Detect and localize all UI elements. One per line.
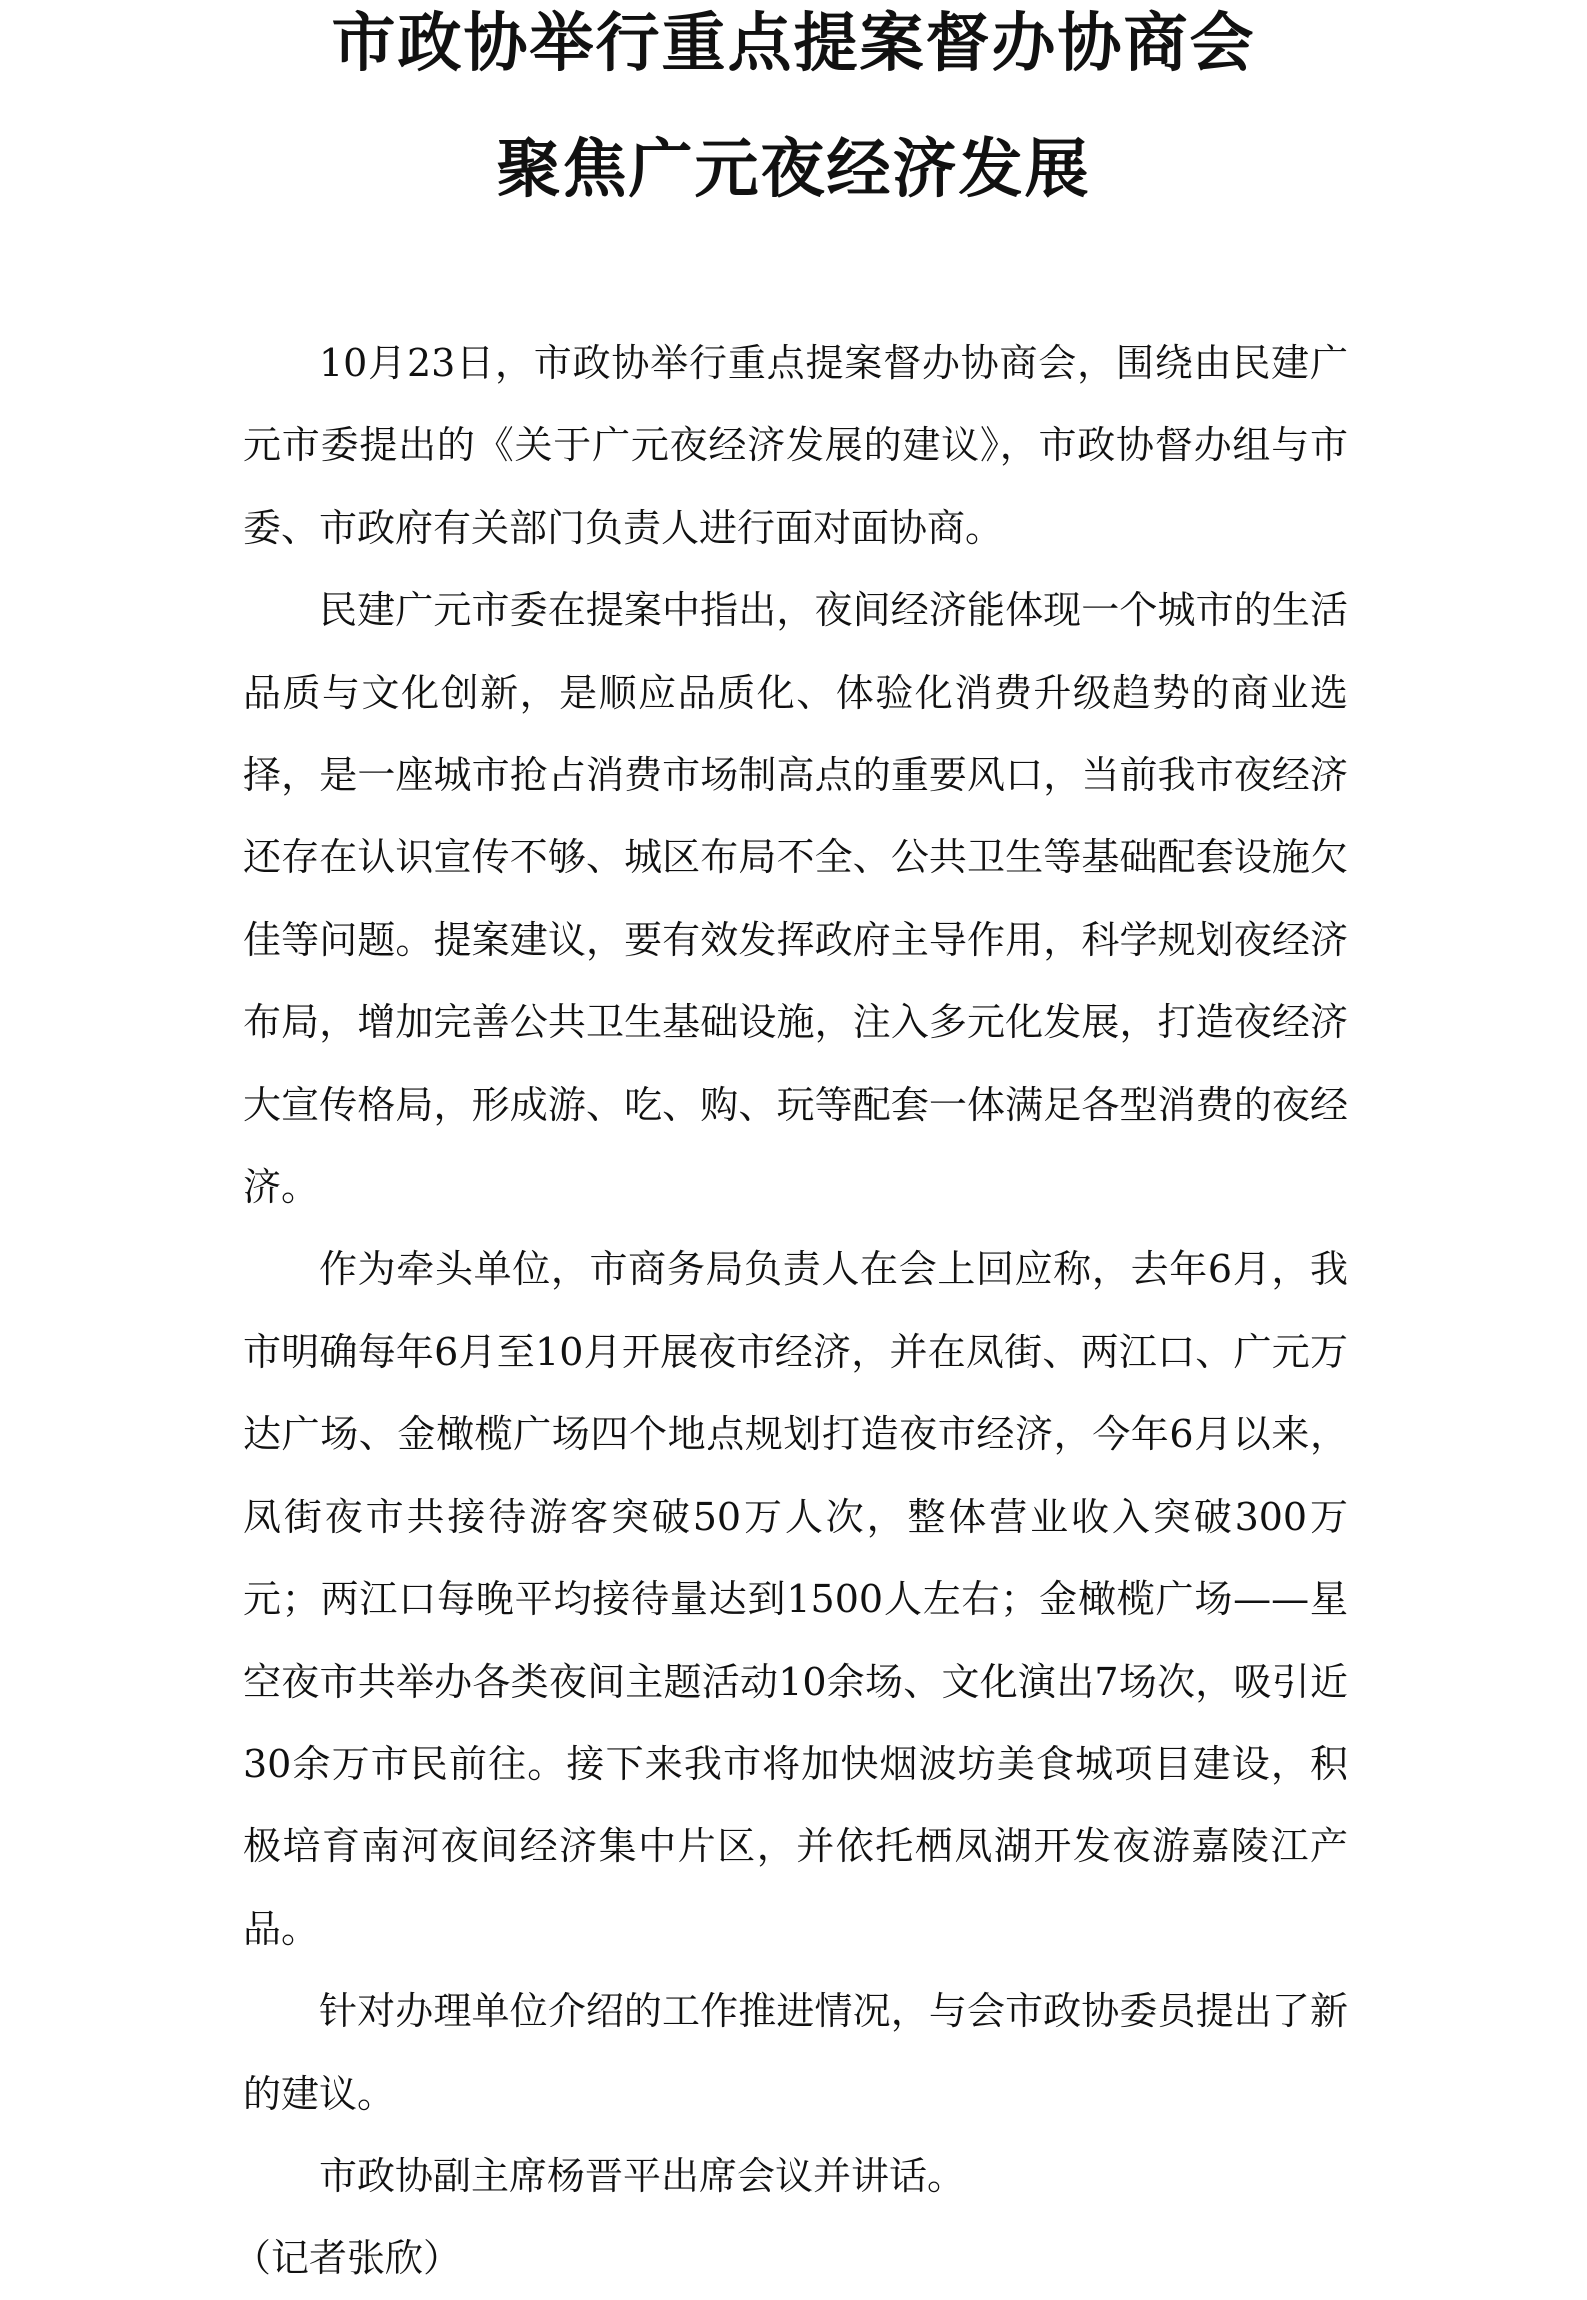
paragraph: 针对办理单位介绍的工作推进情况，与会市政协委员提出了新的建议。 — [243, 1989, 1348, 2116]
article-body — [233, 322, 1348, 2300]
headline-line-2: 聚焦广元夜经济发展 — [496, 132, 1091, 207]
headline-line-1: 市政协举行重点提案督办协商会 — [331, 6, 1256, 81]
paragraph: 作为牵头单位，市商务局负责人在会上回应称，去年6月，我市明确每年6月至10月开展夜市经济，并在凤街、两江口、广元万达广场、金橄榄广场四个地点规划打造夜市经济，今年6月以来，凤街夜市共接待游客突破50万人次，整体营业收入突破300万元；两江口每晚平均接待量达到1500人左右；金橄榄广场——星空夜市共举办各类夜间主题活动10余场、文化演出7场次，吸引近30余万市民前往。接下来我市将加快烟波坊美食城项目建设，积极培育南河夜间经济集中片区，并依托栖凤湖开发夜游嘉陵江产品。 — [243, 1247, 1348, 1951]
paragraph: 民建广元市委在提案中指出，夜间经济能体现一个城市的生活品质与文化创新，是顺应品质化、体验化消费升级趋势的商业选择，是一座城市抢占消费市场制高点的重要风口，当前我市夜经济还存在认识宣传不够、城区布局不全、公共卫生等基础配套设施欠佳等问题。提案建议，要有效发挥政府主导作用，科学规划夜经济布局，增加完善公共卫生基础设施，注入多元化发展，打造夜经济大宣传格局，形成游、吃、购、玩等配套一体满足各型消费的夜经济。 — [243, 588, 1348, 1210]
paragraph: 10月23日，市政协举行重点提案督办协商会，围绕由民建广元市委提出的《关于广元夜经济发展的建议》，市政协督办组与市委、市政府有关部门负责人进行面对面协商。 — [243, 341, 1348, 550]
reporter-byline: （记者张欣） — [233, 2236, 462, 2281]
paragraph: 市政协副主席杨晋平出席会议并讲话。 — [319, 2153, 966, 2198]
